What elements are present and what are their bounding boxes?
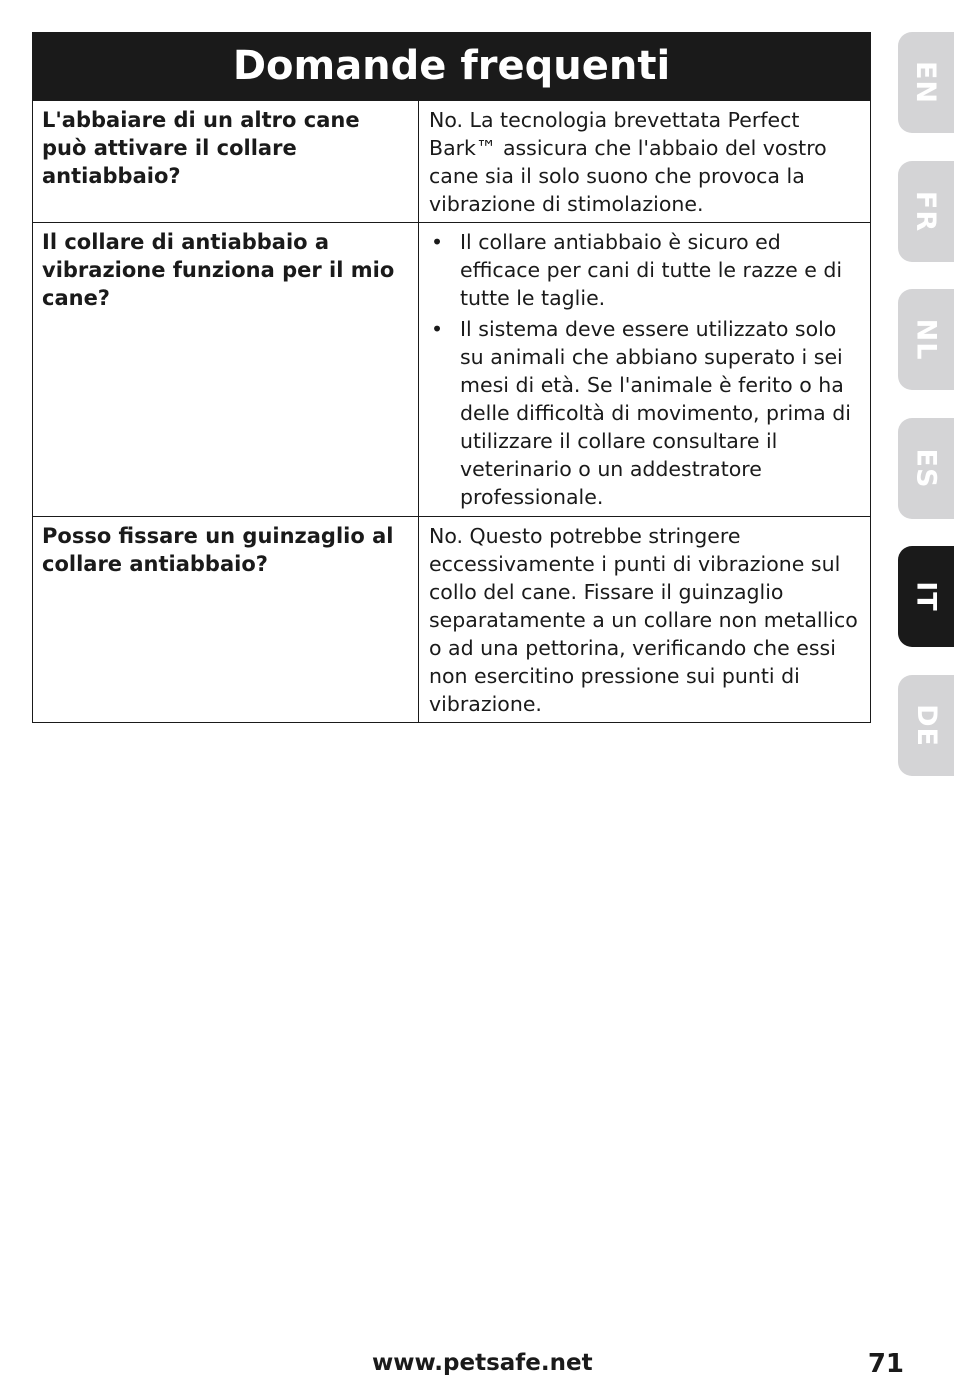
language-tab-es[interactable]: ES xyxy=(898,418,954,519)
faq-row xyxy=(33,222,870,516)
faq-answer: No. La tecnologia brevettata Perfect Bark™ assicura che l'abbaio del vostro cane sia il solo suono che provoca la vibrazione di stimolazione. xyxy=(429,108,827,216)
faq-answer: No. Questo potrebbe stringere eccessivamente i punti di vibrazione sul collo del cane. Fissare il guinzaglio separatamente a un collare non metallico o ad una pettorina, verificando che essi non esercitino pressione sui punti di vibrazione. xyxy=(429,524,858,716)
language-tab-de[interactable]: DE xyxy=(898,675,954,776)
language-tab-en[interactable]: EN xyxy=(898,32,954,133)
faq-row xyxy=(33,516,870,722)
page-number: 71 xyxy=(867,1349,904,1379)
faq-title: Domande frequenti xyxy=(33,33,870,100)
faq-bullet: • Il collare antiabbaio è sicuro ed efficace per cani di tutte le razze e di tutte le taglie. xyxy=(429,228,862,312)
faq-table xyxy=(32,32,871,723)
faq-question: L'abbaiare di un altro cane può attivare il collare antiabbaio? xyxy=(33,101,419,222)
faq-row xyxy=(33,100,870,222)
faq-question: Posso fissare un guinzaglio al collare antiabbaio? xyxy=(33,517,419,722)
footer-url: www.petsafe.net xyxy=(372,1350,593,1376)
language-tab-it[interactable]: IT xyxy=(898,546,954,647)
language-tab-nl[interactable]: NL xyxy=(898,289,954,390)
faq-answer xyxy=(419,223,870,516)
faq-question: Il collare di antiabbaio a vibrazione funziona per il mio cane? xyxy=(33,223,419,516)
faq-answer-bullets xyxy=(429,228,862,511)
language-tab-fr[interactable]: FR xyxy=(898,161,954,262)
faq-bullet: • Il sistema deve essere utilizzato solo su animali che abbiano superato i sei mesi di età. Se l'animale è ferito o ha delle difficoltà di movimento, prima di utilizzare il collare consultare il veterinario o un addestratore professionale. xyxy=(429,315,862,511)
